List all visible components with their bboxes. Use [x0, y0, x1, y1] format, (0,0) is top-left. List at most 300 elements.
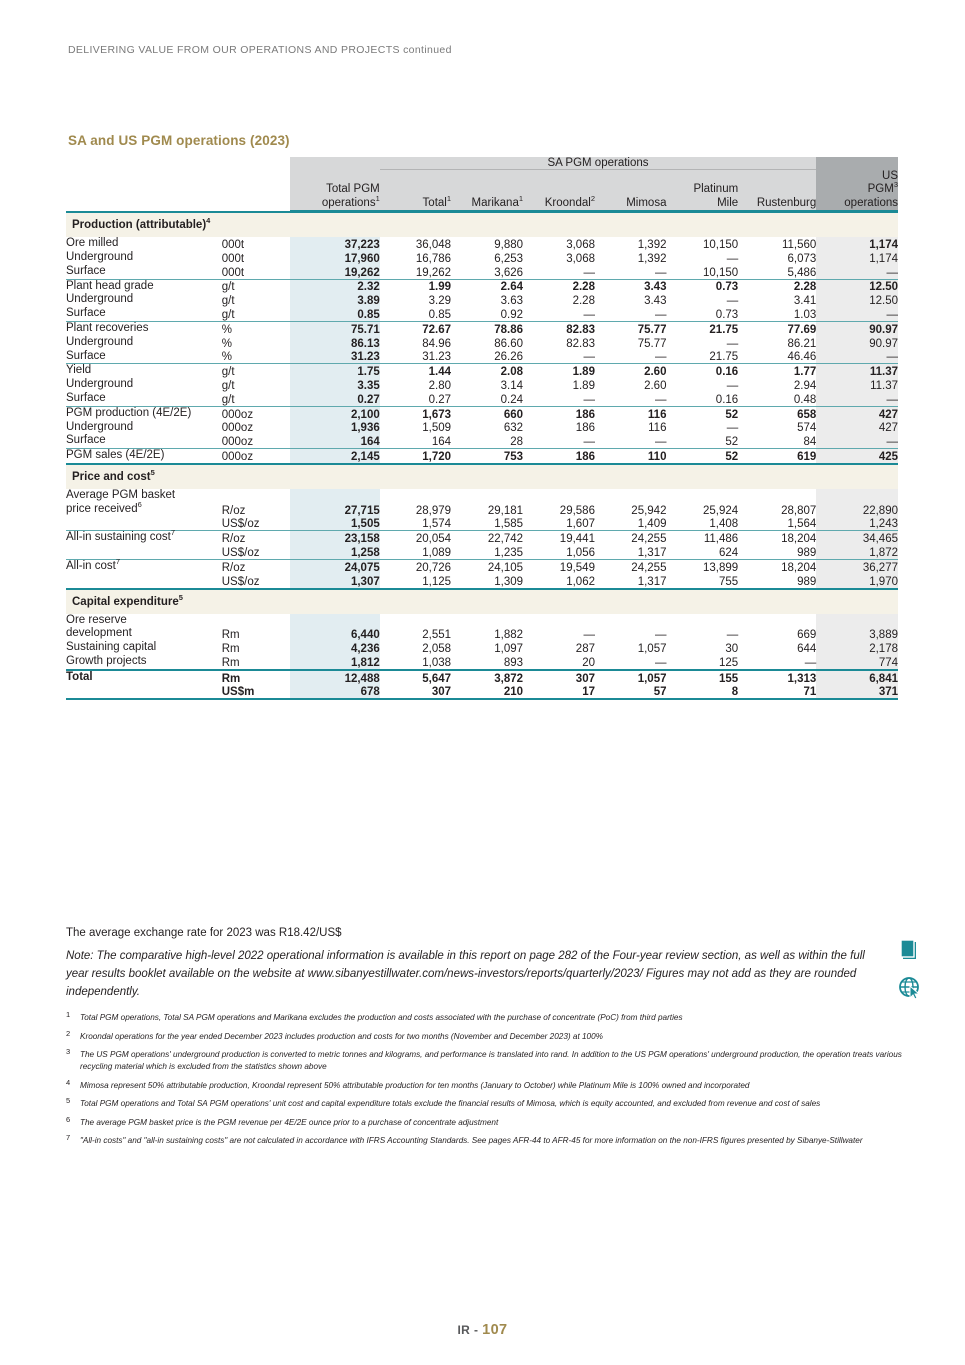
table-row	[66, 641, 898, 655]
cell-value: 2,551	[422, 629, 452, 642]
row-unit: US$/oz	[221, 518, 260, 531]
col-us-line1: US	[882, 169, 898, 182]
row-unit: 000t	[221, 238, 245, 251]
cell-value: 989	[797, 546, 817, 559]
cell-value: —	[583, 308, 595, 321]
header-group-sa-pgm: SA PGM operations	[380, 157, 817, 170]
row-label	[66, 392, 222, 406]
row-label-text: Surface	[66, 264, 106, 277]
cell-value: 0.73	[715, 308, 739, 321]
cell-value: 18,204	[738, 559, 816, 573]
cell-value: —	[726, 337, 739, 350]
cell-value: 11.37	[816, 364, 898, 378]
cell-value: 753	[451, 449, 523, 464]
footnote-item	[66, 1098, 902, 1110]
footnote-text: The average PGM basket price is the PGM revenue per 4E/2E ounce prior to a purchase of concentrate adjustment	[80, 1117, 499, 1127]
header-label-row	[66, 170, 898, 212]
cell-value: 0.27	[290, 392, 379, 406]
total-unit: Rm	[222, 670, 291, 685]
table-row	[66, 350, 898, 364]
row-label	[66, 559, 222, 573]
cell-value: 0.85	[428, 308, 452, 321]
table-row	[66, 545, 898, 559]
row-label	[66, 489, 222, 517]
cell-value: 37,223	[290, 237, 379, 251]
row-label	[66, 350, 222, 364]
cell-value: 75.71	[290, 321, 379, 335]
col-total-sup: 1	[446, 193, 452, 203]
row-unit: Rm	[221, 629, 240, 642]
header-blank-unit	[222, 170, 291, 212]
header-spacer-us	[816, 157, 898, 170]
cell-value: 1,243	[816, 517, 898, 531]
total-label	[66, 685, 222, 700]
row-label	[66, 545, 222, 559]
footnotes-list	[66, 1012, 902, 1154]
cell-value: 1.44	[380, 364, 451, 378]
row-unit: US$/oz	[221, 546, 260, 559]
exchange-rate-note: The average exchange rate for 2023 was R18.42/US$	[66, 927, 342, 939]
cell-value: 78.86	[451, 321, 523, 335]
cell-value: 619	[738, 449, 816, 464]
row-label	[66, 321, 222, 335]
row-label	[66, 449, 222, 464]
cell-value: —	[816, 350, 898, 364]
row-label	[66, 336, 222, 350]
cell-value: 22,742	[451, 531, 523, 545]
cell-value: 3,068	[566, 252, 595, 265]
cell-value: 5,647	[380, 670, 451, 685]
header-spacer	[222, 157, 291, 170]
cell-value: 9,880	[494, 238, 524, 251]
cell-value: 19,262	[415, 266, 452, 279]
cell-value: 1,970	[816, 574, 898, 589]
section-heading-sup: 4	[206, 216, 211, 226]
row-label	[66, 251, 222, 265]
cell-value: 3.14	[500, 379, 524, 392]
col-rustenburg: Rustenburg	[738, 170, 816, 212]
cell-value: —	[726, 629, 739, 642]
row-unit: 000t	[221, 252, 245, 265]
table-row	[66, 531, 898, 545]
cell-value: 186	[575, 422, 595, 435]
cell-value: 86.21	[787, 337, 817, 350]
col-total-pgm-operations	[290, 170, 379, 212]
cell-value: —	[816, 392, 898, 406]
row-label-text: Average PGM basket	[66, 488, 176, 501]
col-total-pgm-sup: 1	[375, 193, 380, 203]
cell-value: 75.77	[637, 337, 667, 350]
cell-value: 1,317	[637, 546, 667, 559]
cell-value: 36,277	[816, 559, 898, 573]
cell-value: 1,309	[494, 575, 524, 588]
cell-value: 22,890	[816, 489, 898, 517]
row-label2-sup: 6	[137, 499, 142, 509]
row-label	[66, 279, 222, 293]
row-label	[66, 421, 222, 435]
cell-value: 307	[380, 685, 451, 700]
row-unit: g/t	[221, 379, 235, 392]
footnote-item	[66, 1028, 902, 1043]
row-label-text2: price received	[66, 502, 138, 515]
footer-page-number: 107	[482, 1322, 508, 1338]
cell-value: 24,075	[290, 559, 379, 573]
cell-value: 3,068	[566, 238, 595, 251]
cell-value: 86.60	[494, 337, 524, 350]
cell-value: —	[583, 629, 595, 642]
cell-value: 2,145	[290, 449, 379, 464]
cell-value: 1,409	[637, 518, 667, 531]
cell-value: 52	[666, 449, 738, 464]
cell-value: 2.80	[428, 379, 452, 392]
col-marikana-label: Marikana	[471, 196, 519, 209]
cell-value: 2.60	[595, 364, 667, 378]
cell-value: 1.77	[738, 364, 816, 378]
cell-value: 3.35	[290, 378, 379, 392]
cell-value: 82.83	[566, 337, 595, 350]
row-label-sup: 7	[170, 528, 175, 538]
cell-value: —	[654, 393, 667, 406]
cell-value: 660	[451, 406, 523, 420]
cell-value: 1,125	[422, 575, 452, 588]
cell-value: 427	[816, 421, 898, 435]
row-label-text: Underground	[66, 420, 134, 433]
cell-value: 0.85	[290, 307, 379, 321]
cell-value: 0.92	[500, 308, 524, 321]
row-label	[66, 293, 222, 307]
cell-value: 4,236	[290, 641, 379, 655]
row-label	[66, 364, 222, 378]
footnote-item	[66, 1114, 902, 1129]
cell-value: 28	[510, 436, 524, 449]
table-row	[66, 614, 898, 642]
row-unit: 000oz	[222, 449, 291, 464]
cell-value: 71	[738, 685, 816, 700]
table-row	[66, 279, 898, 293]
cell-value: 632	[503, 422, 524, 435]
cell-value: 0.73	[666, 279, 738, 293]
cell-value: 371	[816, 685, 898, 700]
section-heading	[66, 212, 898, 238]
row-label-text: Sustaining capital	[66, 641, 157, 654]
row-unit: g/t	[222, 364, 291, 378]
cell-value: 2.08	[451, 364, 523, 378]
cell-value: 2.28	[738, 279, 816, 293]
footnote-item	[66, 1077, 902, 1092]
cell-value: 893	[503, 656, 524, 669]
cell-value: 10,150	[703, 238, 739, 251]
cell-value: 29,586	[559, 504, 595, 517]
row-label	[66, 641, 222, 655]
total-label: Total	[66, 670, 222, 685]
cell-value: 11,486	[666, 531, 738, 545]
cell-value: 2.60	[644, 379, 667, 392]
row-unit: R/oz	[222, 559, 291, 573]
cell-value: —	[654, 436, 667, 449]
cell-value: 2,058	[422, 642, 452, 655]
section-heading-sup: 5	[150, 468, 155, 478]
cell-value: 0.27	[428, 393, 452, 406]
row-label	[66, 614, 222, 642]
table-row	[66, 449, 898, 464]
cell-value: 116	[648, 422, 667, 435]
cell-value: 27,715	[290, 489, 379, 517]
cell-value: 11,560	[781, 238, 817, 251]
cell-value: 16,786	[415, 252, 452, 265]
cell-value: 1,038	[422, 656, 452, 669]
table-row	[66, 392, 898, 406]
cell-value: 1,408	[709, 518, 739, 531]
col-total-label: Total	[422, 196, 447, 209]
cell-value: 5,486	[787, 266, 817, 279]
row-label-sup: 7	[115, 557, 121, 567]
cell-value: —	[726, 252, 739, 265]
cell-value: 6,841	[816, 670, 898, 685]
footnote-marker: 4	[66, 1077, 71, 1087]
header-blank-label	[66, 170, 222, 212]
row-label-text: Surface	[66, 434, 106, 447]
row-unit: R/oz	[221, 504, 246, 517]
cell-value: 2.32	[290, 279, 379, 293]
footnote-marker: 7	[66, 1133, 71, 1143]
cell-value: 678	[290, 685, 379, 700]
footnote-text: "All-in costs" and "all-in sustaining costs" are not calculated in accordance with IFRS Accounting Standards. See pages AFR-44 to AFR-45 for more information on the non-IFRS figures presented by Sibanye-Stillwater	[80, 1136, 863, 1146]
cell-value: 21.75	[666, 321, 738, 335]
table-row	[66, 421, 898, 435]
cell-value: 1,607	[566, 518, 595, 531]
col-kroondal-sup: 2	[590, 193, 595, 203]
row-unit: %	[222, 321, 291, 335]
row-label	[66, 237, 222, 251]
cell-value: 13,899	[666, 559, 738, 573]
cell-value: 28,807	[781, 504, 817, 517]
cell-value: 25,924	[703, 504, 739, 517]
footnote-marker: 2	[66, 1028, 71, 1038]
cell-value: 2.28	[523, 279, 595, 293]
row-label-text: PGM production (4E/2E)	[66, 406, 192, 419]
cell-value: 18,204	[738, 531, 816, 545]
footnote-marker: 5	[66, 1096, 71, 1106]
row-unit: 000oz	[221, 436, 254, 449]
cell-value: 6,253	[494, 252, 524, 265]
cell-value: 20	[582, 656, 595, 669]
cell-value: 1.89	[523, 364, 595, 378]
cell-value: 425	[816, 449, 898, 464]
footnote-marker: 1	[66, 1010, 71, 1019]
row-label	[66, 517, 222, 531]
total-row	[66, 685, 898, 700]
col-total-pgm-line1: Total PGM	[326, 183, 380, 196]
footnote-text: Total PGM operations, Total SA PGM operations and Marikana excludes the production and costs associated with the purchase of concentrate (PoC) from third parties	[80, 1013, 683, 1022]
col-platinum-mile	[666, 170, 738, 212]
cell-value: —	[654, 656, 667, 669]
running-head: DELIVERING VALUE FROM OUR OPERATIONS AND PROJECTS continued	[68, 44, 452, 56]
cell-value: 86.13	[290, 336, 379, 350]
cell-value: 1,097	[494, 642, 524, 655]
cell-value: 1,057	[595, 670, 667, 685]
cell-value: 3,872	[451, 670, 523, 685]
cell-value: 0.48	[793, 393, 817, 406]
cell-value: 84	[803, 436, 817, 449]
section-heading-text: Price and cost	[72, 470, 151, 483]
table-row	[66, 378, 898, 392]
row-label-text: All-in sustaining cost	[66, 531, 171, 544]
table-row	[66, 251, 898, 265]
cell-value: 1,089	[422, 546, 452, 559]
col-us-line3: operations	[844, 196, 898, 209]
row-unit: %	[221, 337, 232, 350]
cell-value: 3,889	[816, 614, 898, 642]
section-heading-text: Production (attributable)	[72, 219, 207, 232]
cell-value: 1.03	[793, 308, 817, 321]
cell-value: 186	[523, 449, 595, 464]
row-label-text: Yield	[66, 364, 92, 377]
col-us-line2: PGM	[867, 183, 894, 196]
row-label	[66, 574, 222, 589]
cell-value: 287	[575, 642, 595, 655]
cell-value: —	[804, 656, 817, 669]
row-unit: g/t	[221, 308, 235, 321]
cell-value: —	[816, 265, 898, 279]
cell-value: 1,392	[637, 252, 667, 265]
cell-value: 1,720	[380, 449, 451, 464]
cell-value: —	[654, 351, 667, 364]
row-label-text: All-in cost	[66, 559, 116, 572]
cell-value: —	[816, 434, 898, 448]
col-kroondal-label: Kroondal	[544, 196, 591, 209]
header-spacer-totalpgm	[290, 157, 379, 170]
footnote-marker: 6	[66, 1114, 71, 1124]
cell-value: 57	[595, 685, 667, 700]
cell-value: 30	[725, 642, 739, 655]
cell-value: 1,505	[290, 517, 379, 531]
cell-value: 1,392	[637, 238, 667, 251]
cell-value: —	[583, 393, 595, 406]
comparative-note: Note: The comparative high-level 2022 operational information is available in this report on page 282 of the Four-year review section, as well as within the full year results booklet available on the website at www.sibanyestillwater.com/news-investors/reports/quarterly/2023/ Figures may not add as they are rounded independently.	[66, 950, 865, 998]
page-title: SA and US PGM operations (2023)	[68, 133, 290, 148]
cell-value: 989	[797, 575, 817, 588]
cell-value: 3.43	[644, 295, 667, 308]
cell-value: 1,673	[380, 406, 451, 420]
cell-value: 1,564	[787, 518, 817, 531]
icon-column	[898, 938, 942, 1014]
cell-value: 307	[523, 670, 595, 685]
section-heading-text: Capital expenditure	[72, 595, 179, 608]
cell-value: —	[816, 307, 898, 321]
cell-value: 75.77	[595, 321, 667, 335]
col-kroondal	[523, 170, 595, 212]
row-unit: g/t	[221, 393, 235, 406]
row-label-text: Underground	[66, 293, 134, 306]
cell-value: 84.96	[422, 337, 452, 350]
table-row	[66, 489, 898, 517]
cell-value: 90.97	[816, 321, 898, 335]
cell-value: 1,062	[566, 575, 595, 588]
total-unit: US$m	[222, 685, 291, 700]
header-spacer	[66, 157, 222, 170]
col-us-sup: 3	[893, 180, 898, 190]
cell-value: 0.16	[715, 393, 739, 406]
row-label-text: Plant head grade	[66, 279, 154, 292]
section-heading	[66, 464, 898, 489]
globe-link-icon[interactable]	[898, 976, 942, 1005]
cell-value: 1,574	[422, 518, 452, 531]
row-unit: g/t	[221, 295, 235, 308]
row-unit: 000t	[221, 266, 245, 279]
row-label	[66, 434, 222, 448]
table-row	[66, 434, 898, 448]
row-label-text: PGM sales (4E/2E)	[66, 449, 165, 462]
cell-value: 669	[797, 629, 817, 642]
documents-icon[interactable]	[898, 938, 942, 967]
cell-value: 1,313	[738, 670, 816, 685]
footnote-item	[66, 1012, 902, 1024]
cell-value: 3.63	[500, 295, 524, 308]
cell-value: 658	[738, 406, 816, 420]
cell-value: 210	[451, 685, 523, 700]
cell-value: 90.97	[816, 336, 898, 350]
cell-value: 155	[666, 670, 738, 685]
col-total-pgm-line2: operations	[321, 196, 376, 209]
cell-value: 3.89	[290, 293, 379, 307]
table-row	[66, 321, 898, 335]
cell-value: 125	[719, 656, 739, 669]
cell-value: 2.64	[451, 279, 523, 293]
cell-value: 6,073	[787, 252, 817, 265]
cell-value: 8	[666, 685, 738, 700]
table-row	[66, 655, 898, 670]
cell-value: 2.94	[793, 379, 817, 392]
row-label-text: Surface	[66, 391, 106, 404]
row-label-text2: development	[66, 627, 132, 640]
row-label	[66, 655, 222, 670]
section-heading-sup: 5	[178, 592, 183, 602]
cell-value: 31.23	[290, 350, 379, 364]
cell-value: 23,158	[290, 531, 379, 545]
col-platinum-line2: Mile	[717, 196, 739, 209]
cell-value: 10,150	[703, 266, 739, 279]
cell-value: 1.99	[380, 279, 451, 293]
footnote-item	[66, 1049, 902, 1072]
cell-value: 25,942	[631, 504, 667, 517]
cell-value: 0.16	[666, 364, 738, 378]
table-header	[66, 157, 898, 212]
cell-value: 6,440	[290, 614, 379, 642]
col-total	[380, 170, 451, 212]
row-label-text: Ore reserve	[66, 613, 127, 626]
row-unit: Rm	[221, 642, 240, 655]
cell-value: —	[726, 422, 739, 435]
footnote-text: Kroondal operations for the year ended December 2023 includes production and costs for two months (November and December 2023) at 100%	[80, 1031, 603, 1041]
cell-value: 1,882	[494, 629, 524, 642]
cell-value: —	[726, 295, 739, 308]
cell-value: 20,054	[380, 531, 451, 545]
cell-value: 0.24	[500, 393, 524, 406]
table-row	[66, 364, 898, 378]
table-row	[66, 406, 898, 420]
cell-value: 1,174	[816, 251, 898, 265]
cell-value: 19,549	[523, 559, 595, 573]
cell-value: 1,057	[637, 642, 667, 655]
cell-value: 1,056	[566, 546, 595, 559]
col-mimosa: Mimosa	[595, 170, 667, 212]
operations-table	[66, 157, 898, 700]
table-row	[66, 559, 898, 573]
cell-value: 2,100	[290, 406, 379, 420]
table-body	[66, 212, 898, 700]
cell-value: 110	[595, 449, 667, 464]
row-unit: US$/oz	[221, 575, 260, 588]
